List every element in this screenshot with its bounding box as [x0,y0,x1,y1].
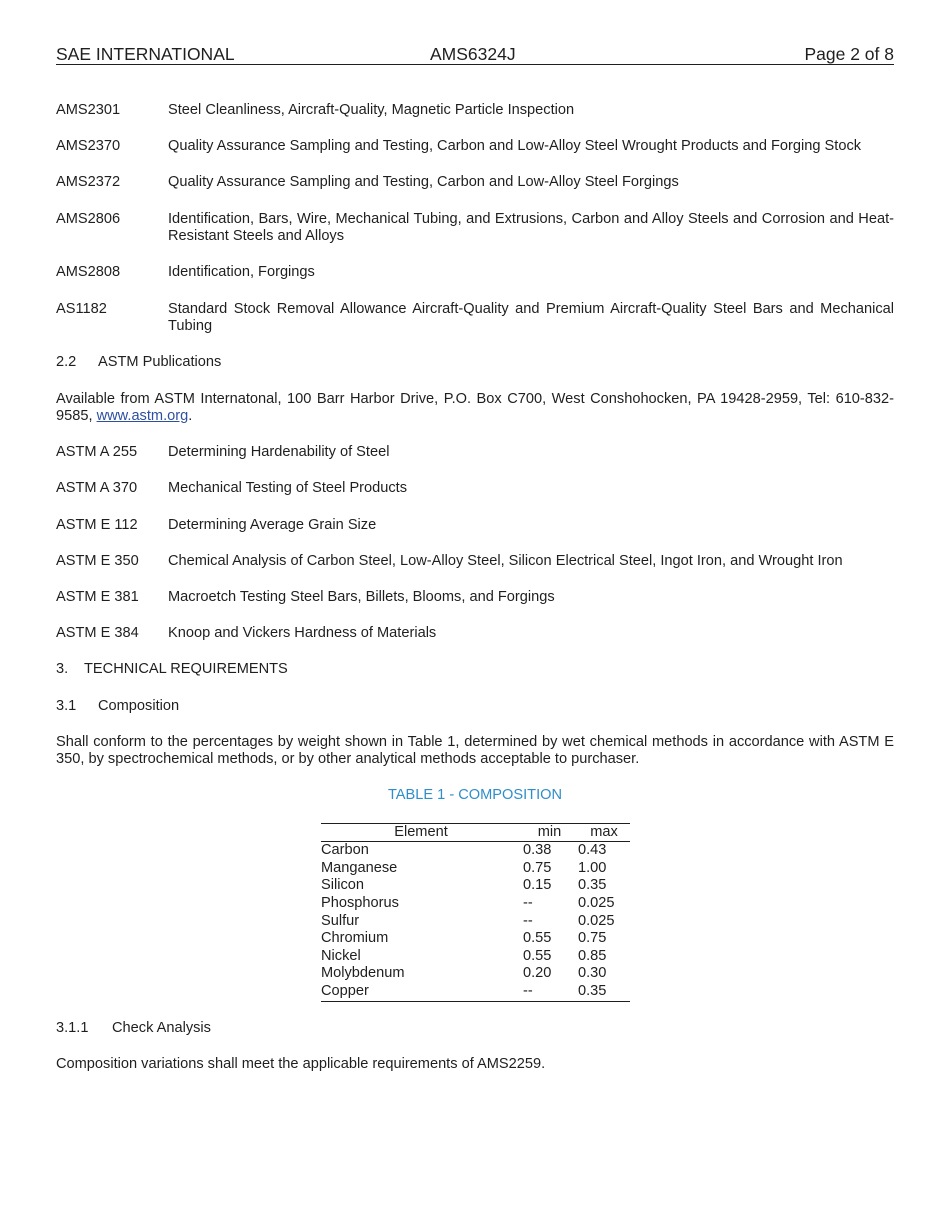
section-title: ASTM Publications [98,354,222,371]
section-number: 3. [56,661,69,678]
max-cell: 0.025 [578,912,615,929]
astm-availability-paragraph [56,391,894,426]
element-cell: Manganese [321,859,398,876]
section-number: 2.2 [56,354,77,371]
min-cell: 0.55 [523,930,552,947]
element-cell: Copper [321,983,521,1001]
table-row [321,895,630,913]
availability-trailing: . [188,408,193,425]
reference-code: AS1182 [56,300,107,317]
max-cell: 0.025 [578,894,615,911]
page-header [56,44,894,65]
column-header-max: max [578,823,630,842]
reference-item [56,174,894,192]
max-cell: 0.30 [578,965,607,982]
reference-title: Steel Cleanliness, Aircraft-Quality, Magnetic Particle Inspection [168,102,575,118]
reference-title: Identification, Forgings [168,264,315,281]
reference-title: Identification, Bars, Wire, Mechanical Tubing, and Extrusions, Carbon and Alloy Steels and Corrosion and Heat-Resistant Steels and Alloys [168,210,894,245]
reference-title: Determining Average Grain Size [168,516,377,533]
document-body [56,102,894,1074]
table-header-row [321,823,630,842]
reference-code: AMS2808 [56,264,121,281]
section-heading-3-1 [56,698,894,716]
availability-text: Available from ASTM Internatonal, 100 Barr Harbor Drive, P.O. Box C700, West Conshohocken, PA 19428-2959, Tel: 610-832-9585, [56,390,894,425]
composition-paragraph: Shall conform to the percentages by weight shown in Table 1, determined by wet chemical methods in accordance with ASTM E 350, by spectrochemical methods, or by other analytical methods acceptable to purchaser. [56,733,894,768]
max-cell: 0.35 [578,983,630,1001]
reference-code: ASTM A 255 [56,444,138,461]
document-page [56,0,894,1230]
element-cell: Nickel [321,947,361,964]
check-analysis-paragraph: Composition variations shall meet the applicable requirements of AMS2259. [56,1056,546,1073]
reference-code: ASTM E 350 [56,552,139,569]
reference-code: ASTM E 381 [56,589,139,606]
reference-item [56,301,894,336]
reference-item [56,138,894,156]
reference-code: ASTM E 384 [56,625,139,642]
reference-code: ASTM A 370 [56,480,138,497]
reference-item [56,102,894,120]
section-heading-3-1-1 [56,1020,894,1038]
sae-reference-list [56,102,894,336]
reference-item [56,553,894,571]
element-cell: Phosphorus [321,894,399,911]
reference-code: AMS2301 [56,102,121,118]
column-header-min: min [521,823,578,842]
header-doc-number: AMS6324J [430,44,516,64]
max-cell: 1.00 [578,859,607,876]
min-cell: -- [523,912,533,929]
reference-item [56,517,894,535]
table-row [321,965,630,983]
section-title: Composition [98,697,180,714]
reference-code: ASTM E 112 [56,516,138,533]
reference-title: Determining Hardenability of Steel [168,444,390,461]
reference-code: AMS2372 [56,174,121,191]
table-row [321,913,630,931]
min-cell: -- [523,894,533,911]
element-cell: Sulfur [321,912,360,929]
element-cell: Carbon [321,842,369,859]
table-title: TABLE 1 - COMPOSITION [387,786,563,803]
element-cell: Molybdenum [321,965,405,982]
reference-title: Quality Assurance Sampling and Testing, Carbon and Low-Alloy Steel Forgings [168,174,679,191]
reference-code: AMS2806 [56,210,121,227]
section-number: 3.1 [56,697,77,714]
section-heading-3 [56,661,894,679]
reference-item [56,264,894,282]
min-cell: -- [521,983,578,1001]
section-heading-2-2 [56,354,894,372]
min-cell: 0.20 [523,965,552,982]
table-row [321,877,630,895]
max-cell: 0.43 [578,842,607,859]
section-title: Check Analysis [112,1020,211,1037]
astm-website-link[interactable]: www.astm.org [96,408,189,425]
min-cell: 0.75 [523,859,552,876]
max-cell: 0.75 [578,930,607,947]
table-row [321,842,630,860]
min-cell: 0.38 [523,842,552,859]
min-cell: 0.15 [523,877,552,894]
element-cell: Chromium [321,930,389,947]
table-row [321,948,630,966]
section-number: 3.1.1 [56,1020,89,1037]
reference-item [56,211,894,246]
element-cell: Silicon [321,877,364,894]
section-title: TECHNICAL REQUIREMENTS [84,661,288,678]
min-cell: 0.55 [523,947,552,964]
reference-item [56,625,894,643]
astm-reference-list [56,444,894,643]
reference-title: Knoop and Vickers Hardness of Materials [168,625,437,642]
reference-title: Standard Stock Removal Allowance Aircraft-Quality and Premium Aircraft-Quality Steel Bars and Mechanical Tubing [168,300,894,335]
reference-code: AMS2370 [56,138,121,155]
reference-item [56,589,894,607]
max-cell: 0.35 [578,877,607,894]
table-row [321,930,630,948]
composition-table [321,823,630,1002]
header-organization: SAE INTERNATIONAL [56,44,235,64]
reference-title: Mechanical Testing of Steel Products [168,480,408,497]
table-row [321,860,630,878]
column-header-element: Element [321,823,521,842]
table-row [321,983,630,1001]
reference-title: Macroetch Testing Steel Bars, Billets, Blooms, and Forgings [168,589,555,606]
reference-item [56,444,894,462]
header-page-number: Page 2 of 8 [804,44,894,64]
max-cell: 0.85 [578,947,607,964]
reference-item [56,480,894,498]
reference-title: Quality Assurance Sampling and Testing, Carbon and Low-Alloy Steel Wrought Products and Forging Stock [168,138,862,155]
reference-title: Chemical Analysis of Carbon Steel, Low-Alloy Steel, Silicon Electrical Steel, Ingot Iron, and Wrought Iron [168,552,843,569]
